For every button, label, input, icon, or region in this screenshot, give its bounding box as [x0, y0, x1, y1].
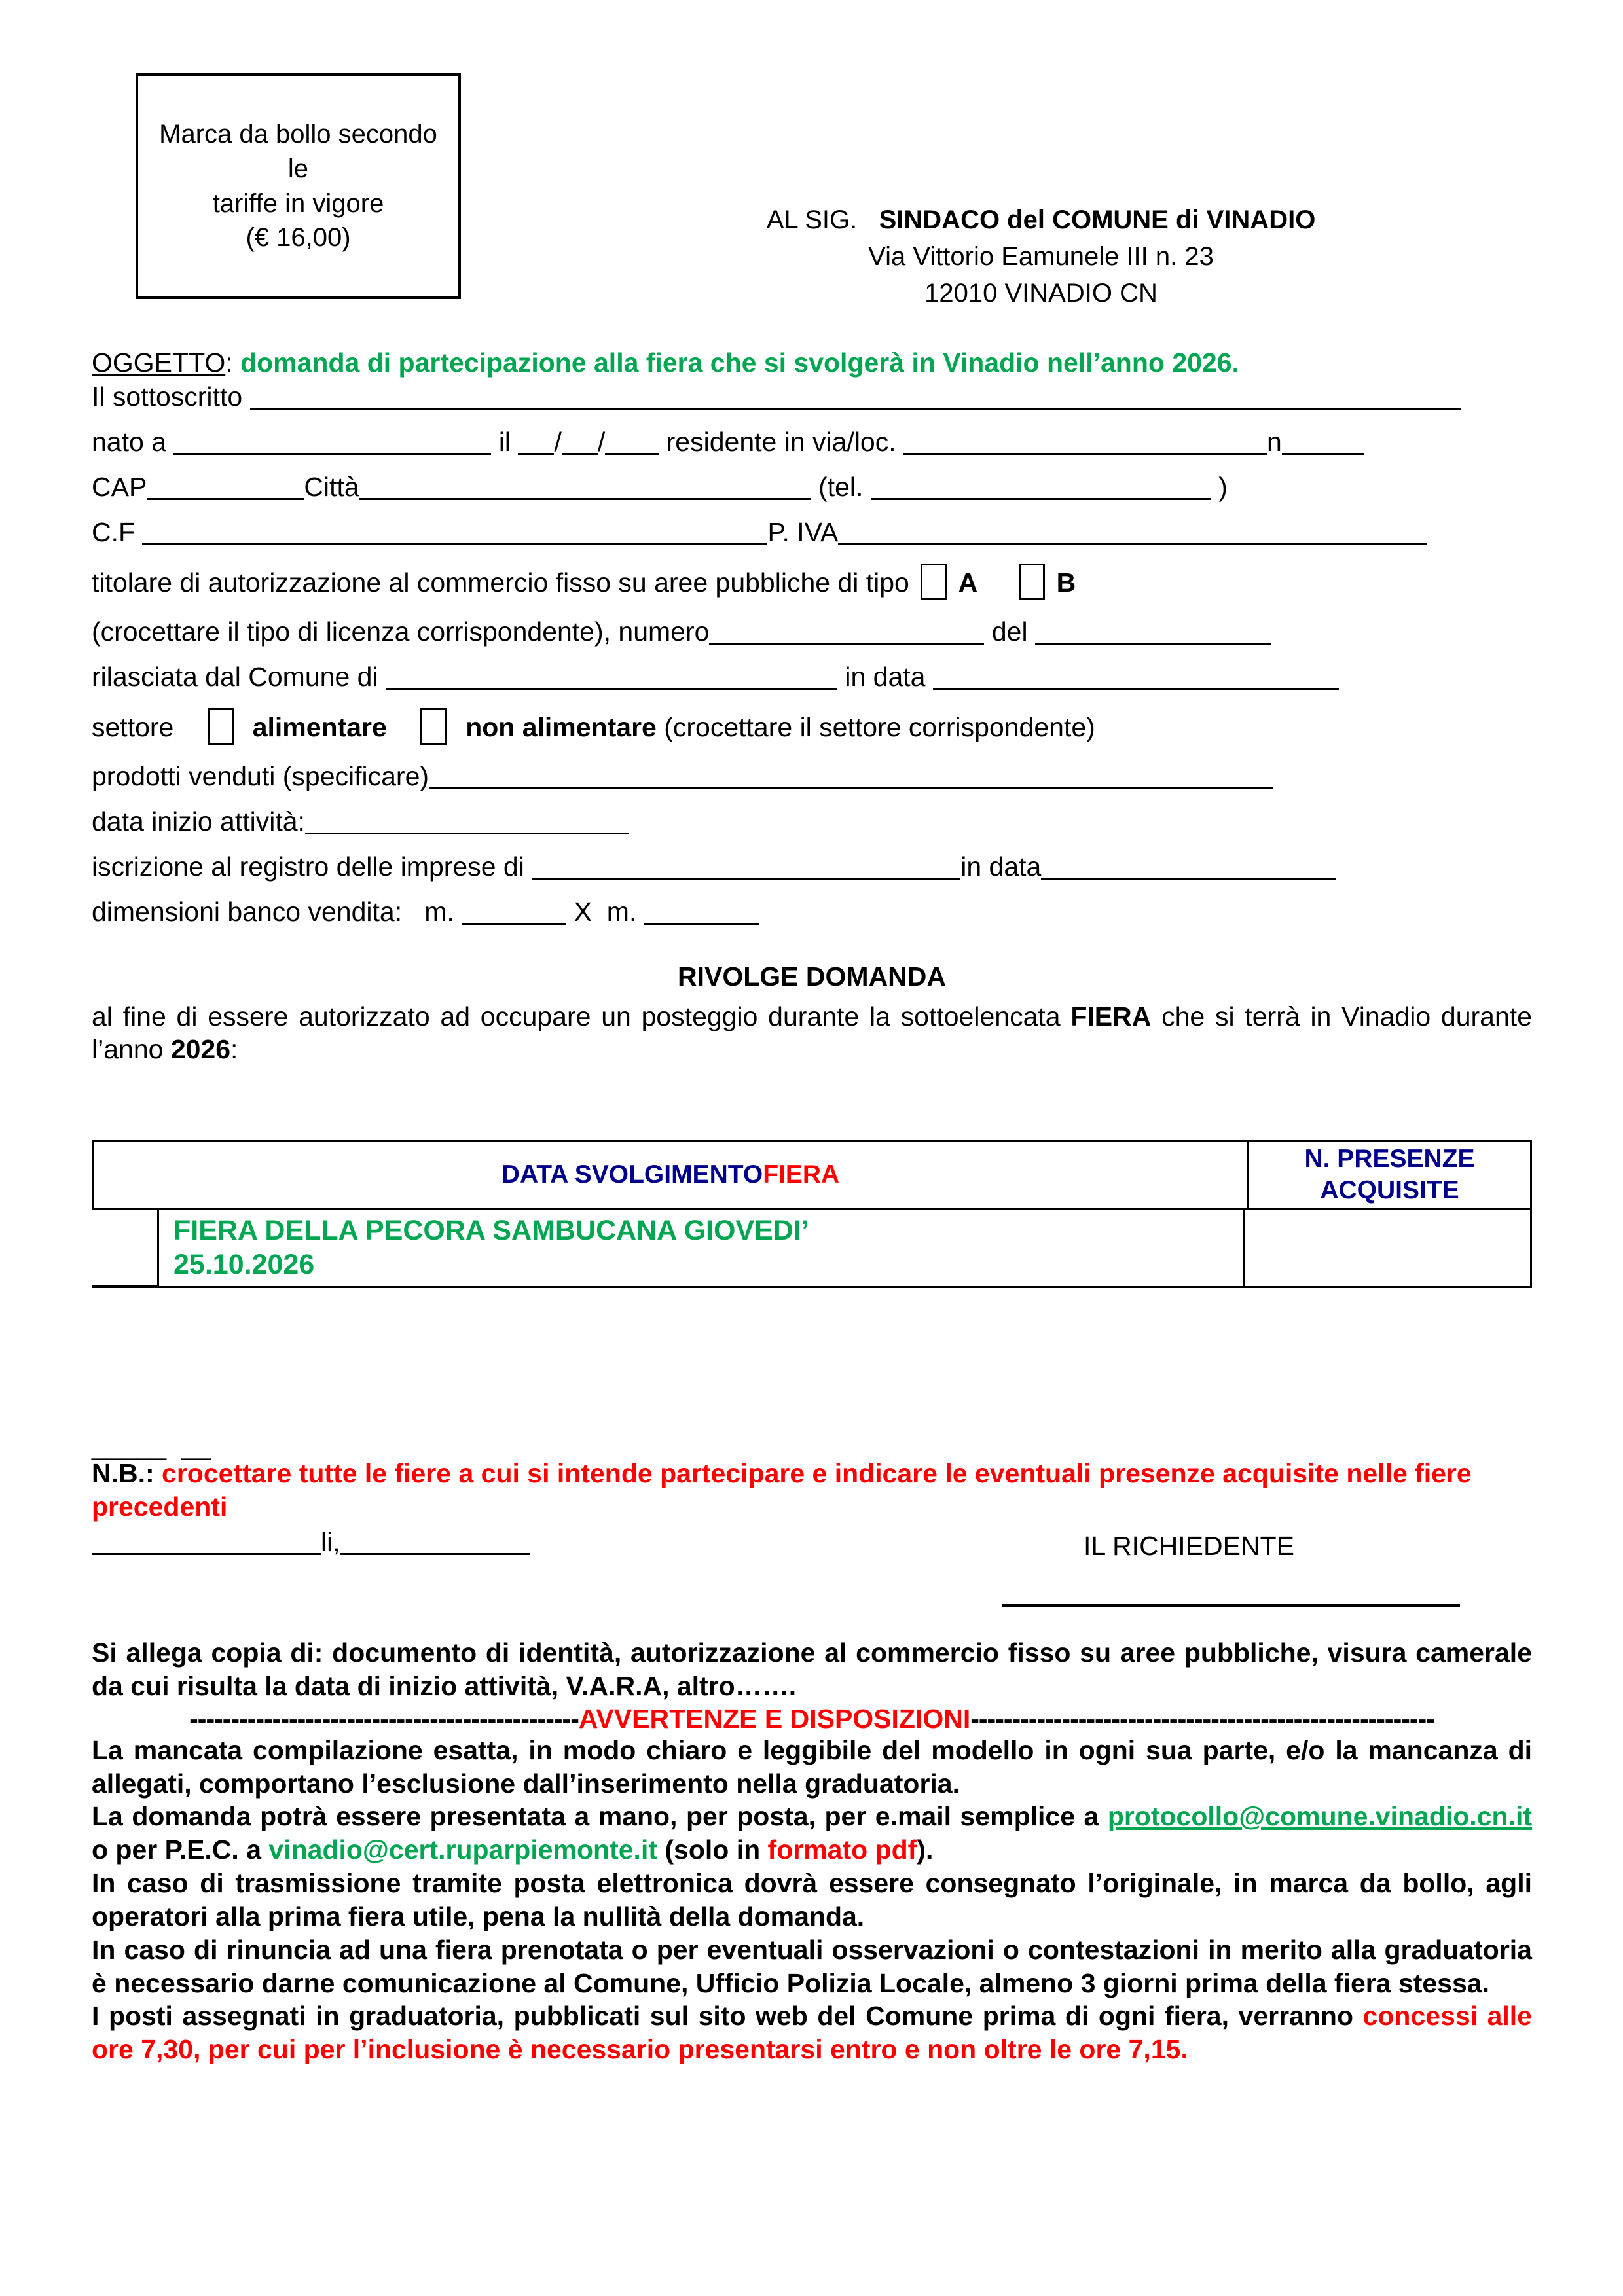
- divider-dashes-right: --------------------------------------------------------: [970, 1704, 1434, 1734]
- fair-table-header-row: [92, 1140, 1532, 1210]
- input-giorno[interactable]: [518, 428, 554, 455]
- address-recipient: SINDACO del COMUNE di VINADIO: [879, 206, 1316, 234]
- label-non-alimentare: non alimentare: [465, 712, 657, 743]
- fair-table-header-presenze: [1249, 1142, 1530, 1208]
- avvertenze-paragraph-1: La mancata compilazione esatta, in modo chiaro e leggibile del modello in ogni sua parte, e/o la mancanza di allegati, comportano l’esclusione dall’inserimento nella graduatoria.: [92, 1734, 1532, 1799]
- input-telefono[interactable]: [871, 473, 1211, 500]
- field-row-numero-del: [92, 618, 1532, 645]
- field-row-settore: [92, 708, 1532, 745]
- avvertenze-p2-mid: o per P.E.C. a: [92, 1835, 269, 1865]
- input-residente-via[interactable]: [903, 428, 1267, 455]
- label-residente: residente in via/loc.: [666, 427, 896, 457]
- input-data-firma[interactable]: [340, 1528, 530, 1555]
- avvertenze-paragraph-5: [92, 2000, 1532, 2066]
- email-link-protocollo[interactable]: protocollo@comune.vinadio.cn.it: [1107, 1801, 1532, 1832]
- field-row-nato-residente: [92, 428, 1532, 456]
- input-nato-a[interactable]: [173, 428, 491, 455]
- fair-table-cell-fair-name: [157, 1210, 1245, 1288]
- rivolge-text-year: 2026: [170, 1034, 231, 1065]
- input-codice-fiscale[interactable]: [142, 518, 767, 545]
- fair-table-header-presenze-line1: N. PRESENZE: [1304, 1145, 1475, 1174]
- avvertenze-p5-black: I posti assegnati in graduatoria, pubblicati sul sito web del Comune prima di ogni fiera, verranno: [92, 2001, 1363, 2032]
- label-del: del: [991, 617, 1028, 647]
- label-tel-close: ): [1218, 472, 1228, 503]
- input-data-inizio[interactable]: [305, 808, 629, 834]
- input-iscrizione-data[interactable]: [1041, 853, 1336, 880]
- rivolge-text-fiera: FIERA: [1070, 1001, 1152, 1032]
- bollo-line-1: Marca da bollo secondo: [159, 119, 437, 149]
- fair-table-row-left-stub: [92, 1285, 157, 1288]
- field-row-dimensioni: [92, 898, 1532, 925]
- label-sottoscritto: Il sottoscritto: [92, 382, 243, 412]
- checkbox-tipo-b[interactable]: [1019, 564, 1045, 600]
- input-citta[interactable]: [359, 473, 811, 500]
- allegati-paragraph: Si allega copia di: documento di identità, autorizzazione al commercio fisso su aree pubbliche, visura camerale da cui risulta la data di inizio attività, V.A.R.A, altro…….: [92, 1638, 1532, 1701]
- slash-2: /: [597, 427, 606, 457]
- field-row-rilasciata: [92, 663, 1532, 691]
- fair-table: [92, 1140, 1532, 1288]
- label-piva: P. IVA: [767, 517, 839, 548]
- label-tipo-a: A: [958, 567, 978, 598]
- address-prefix: AL SIG.: [766, 206, 858, 234]
- avvertenze-p2-paren-open: (solo in: [657, 1835, 768, 1865]
- label-alimentare: alimentare: [252, 712, 387, 743]
- checkbox-alimentare[interactable]: [208, 708, 234, 745]
- label-crocettare-licenza: (crocettare il tipo di licenza corrispondente), numero: [92, 617, 710, 647]
- notices-section: [92, 1636, 1532, 2066]
- rivolge-domanda-paragraph: [92, 1000, 1532, 1066]
- input-larghezza[interactable]: [462, 898, 566, 925]
- checkbox-tipo-a[interactable]: [921, 564, 947, 600]
- label-in-data-rilascio: in data: [845, 662, 926, 692]
- bollo-stamp-box: [136, 73, 461, 299]
- avvertenze-p2-pre: La domanda potrà essere presentata a mano, per posta, per e.mail semplice a: [92, 1801, 1108, 1832]
- input-cap[interactable]: [147, 473, 304, 500]
- field-row-iscrizione: [92, 853, 1532, 880]
- fair-table-cell-presenze-input[interactable]: [1245, 1210, 1532, 1288]
- label-n: n: [1267, 427, 1282, 457]
- oggetto-text: domanda di partecipazione alla fiera che si svolgerà in Vinadio nell’anno 2026.: [240, 348, 1239, 378]
- field-row-cap-citta-tel: [92, 473, 1532, 501]
- address-recipient-line: [694, 202, 1388, 238]
- bollo-line-2: le: [287, 154, 309, 183]
- label-crocettare-settore: (crocettare il settore corrispondente): [664, 712, 1095, 743]
- avvertenze-title: AVVERTENZE E DISPOSIZIONI: [578, 1704, 971, 1734]
- field-row-prodotti: [92, 762, 1532, 790]
- input-partita-iva[interactable]: [838, 518, 1427, 545]
- input-luogo[interactable]: [92, 1528, 321, 1555]
- label-m-1: m.: [424, 897, 454, 927]
- input-civico[interactable]: [1282, 428, 1364, 455]
- nb-note: [92, 1457, 1532, 1524]
- label-titolare: titolare di autorizzazione al commercio fisso su aree pubbliche di tipo: [92, 567, 909, 598]
- field-row-sottoscritto: [92, 383, 1532, 410]
- avvertenze-paragraph-2: [92, 1800, 1532, 1867]
- address-city: 12010 VINADIO CN: [924, 279, 1158, 308]
- field-row-cf-piva: [92, 518, 1532, 546]
- label-citta: Città: [304, 472, 359, 503]
- label-prodotti: prodotti venduti (specificare): [92, 761, 429, 792]
- recipient-address-block: [694, 202, 1388, 312]
- rivolge-text-pre: al fine di essere autorizzato ad occupare un posteggio durante la sottoelencata: [92, 1001, 1071, 1032]
- rivolge-domanda-title: RIVOLGE DOMANDA: [678, 961, 946, 992]
- label-tipo-b: B: [1056, 567, 1076, 598]
- label-cap: CAP: [92, 472, 147, 503]
- label-richiedente: IL RICHIEDENTE: [1084, 1531, 1294, 1562]
- fair-table-header-date-blue: DATA SVOLGIMENTO: [501, 1160, 763, 1189]
- input-data-rilascio[interactable]: [933, 663, 1339, 690]
- avvertenze-p5-red: concessi alle ore 7,30, per cui per l’inclusione è necessario presentarsi entro e non oltre le ore 7,15.: [92, 2001, 1532, 2065]
- label-tel-open: (tel.: [818, 472, 864, 503]
- input-iscrizione-luogo[interactable]: [532, 853, 960, 880]
- fair-table-header-date: [94, 1142, 1249, 1208]
- fair-name-line1: FIERA DELLA PECORA SAMBUCANA GIOVEDI’: [173, 1215, 809, 1246]
- label-dimensioni: dimensioni banco vendita:: [92, 897, 403, 927]
- input-data-licenza[interactable]: [1035, 618, 1271, 645]
- label-x: X: [574, 897, 592, 927]
- bollo-line-3: tariffe in vigore: [212, 188, 384, 218]
- label-data-inizio: data inizio attività:: [92, 806, 305, 837]
- input-firma-richiedente[interactable]: [1002, 1604, 1460, 1607]
- fair-table-header-date-red: FIERA: [763, 1160, 840, 1189]
- label-li: li,: [321, 1527, 340, 1558]
- rivolge-text-mid: che si terrà in Vinadio durante l’anno: [92, 1001, 1532, 1065]
- rivolge-text-end: :: [230, 1034, 238, 1065]
- label-m-2: m.: [606, 897, 637, 927]
- slash-1: /: [554, 427, 562, 457]
- avvertenze-p2-paren-close: ).: [917, 1835, 934, 1865]
- oggetto-label: OGGETTO: [92, 348, 226, 378]
- input-prodotti[interactable]: [429, 762, 1273, 789]
- input-anno[interactable]: [605, 428, 659, 455]
- bollo-line-4: (€ 16,00): [246, 223, 351, 253]
- form-body: [92, 347, 1532, 1066]
- field-row-data-inizio: [92, 808, 1532, 835]
- signature-row: [92, 1527, 1532, 1625]
- input-comune-rilascio[interactable]: [386, 663, 837, 690]
- label-nato-a: nato a: [92, 427, 166, 457]
- input-numero-licenza[interactable]: [709, 618, 984, 645]
- field-row-titolare-tipo: [92, 564, 1532, 600]
- nb-section: [92, 1431, 1532, 1625]
- nb-text: crocettare tutte le fiere a cui si intende partecipare e indicare le eventuali presenze acquisite nelle fiere precedenti: [92, 1458, 1472, 1522]
- oggetto-line: [92, 347, 1532, 379]
- table-row: [92, 1210, 1532, 1288]
- address-street: Via Vittorio Eamunele III n. 23: [868, 242, 1214, 271]
- label-il: il: [498, 427, 511, 457]
- avvertenze-paragraph-4: In caso di rinuncia ad una fiera prenotata o per eventuali osservazioni o contestazioni in merito alla graduatoria è necessario darne comunicazione al Comune, Ufficio Polizia Locale, almeno 3 giorni prima della fiera stessa.: [92, 1934, 1532, 1998]
- email-pec-vinadio: vinadio@cert.ruparpiemonte.it: [268, 1835, 657, 1865]
- fair-table-body: [92, 1210, 1532, 1288]
- label-iscrizione-in-data: in data: [960, 852, 1042, 882]
- label-cf: C.F: [92, 517, 136, 548]
- input-sottoscritto[interactable]: [250, 383, 1461, 410]
- label-rilasciata: rilasciata dal Comune di: [92, 662, 378, 692]
- fair-name-line2: 25.10.2026: [173, 1249, 315, 1281]
- label-settore: settore: [92, 712, 174, 743]
- oggetto-colon: :: [225, 348, 233, 378]
- avvertenze-divider: [92, 1704, 1532, 1734]
- place-date-field: [92, 1527, 530, 1558]
- input-profondita[interactable]: [644, 898, 759, 925]
- avvertenze-paragraph-3: In caso di trasmissione tramite posta elettronica dovrà essere consegnato l’originale, in marca da bollo, agli operatori alla prima fiera utile, pena la nullità della domanda.: [92, 1868, 1532, 1931]
- input-mese[interactable]: [562, 428, 598, 455]
- nb-label: N.B.:: [92, 1458, 155, 1488]
- fair-table-header-presenze-line2: ACQUISITE: [1320, 1176, 1459, 1204]
- divider-dashes-left: -----------------------------------------------: [189, 1704, 579, 1734]
- avvertenze-p2-formato-pdf: formato pdf: [767, 1835, 917, 1865]
- checkbox-non-alimentare[interactable]: [420, 708, 447, 745]
- stray-underscores: _____ __: [92, 1431, 211, 1461]
- label-iscrizione: iscrizione al registro delle imprese di: [92, 852, 524, 882]
